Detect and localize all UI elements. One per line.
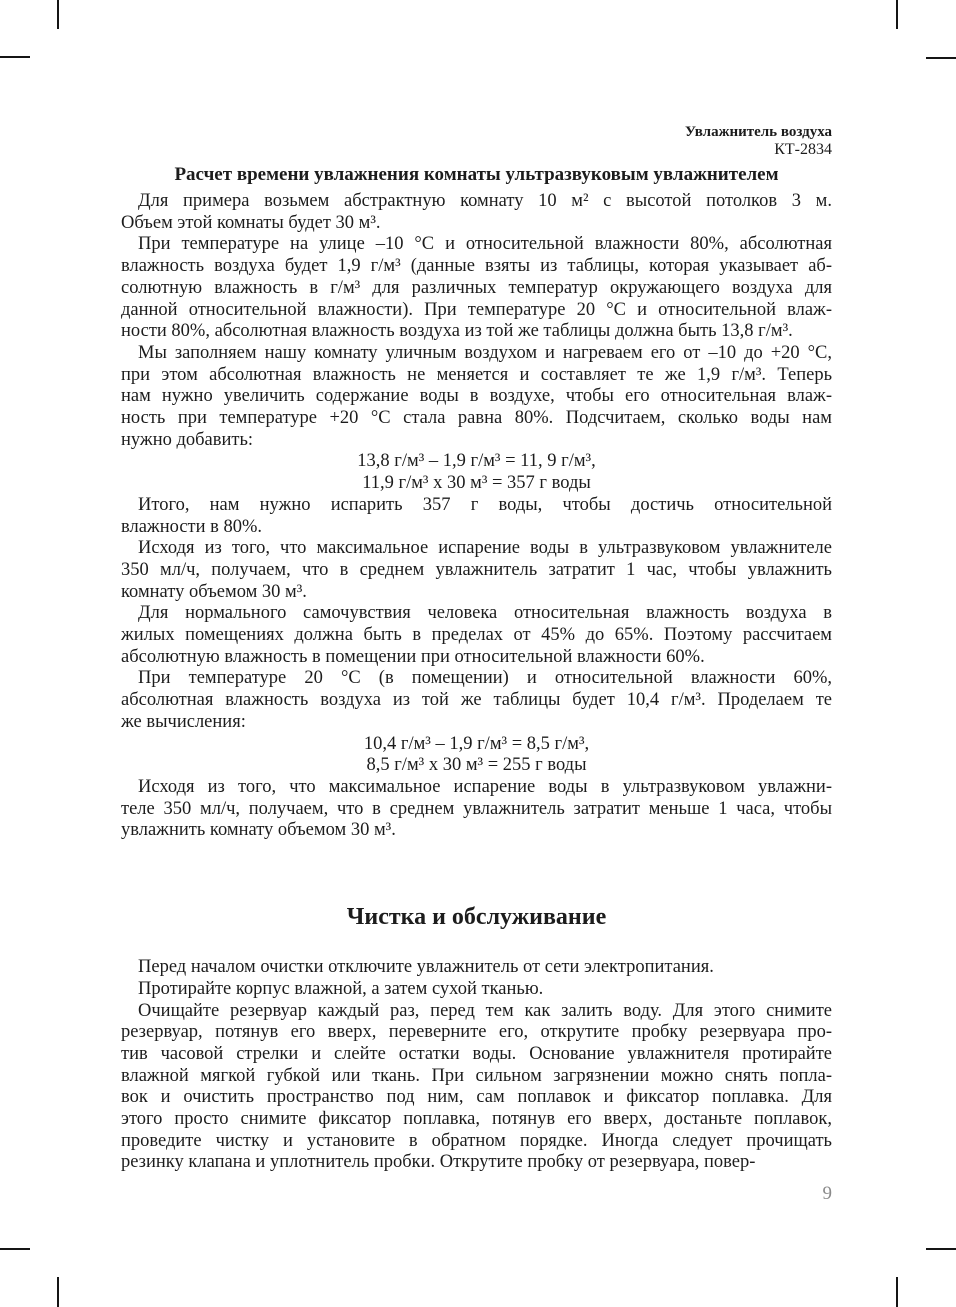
paragraph [121, 668, 832, 733]
paragraph-line: При температуре на улице –10 °С и относительной влажности 80%, абсолютная [138, 234, 832, 255]
paragraph-line: влажности в 80%. [121, 516, 263, 537]
paragraph-line: 350 мл/ч, получаем, что в среднем увлажнитель затратит 1 час, чтобы увлажнить [121, 559, 832, 580]
paragraph-line: влажность воздуха будет 1,9 г/м³ (данные взяты из таблицы, которая указывает аб- [121, 256, 832, 277]
paragraph-line: Для нормального самочувствия человека относительная влажность воздуха в [138, 603, 832, 624]
doc-header [121, 123, 832, 159]
paragraph-line: При температуре 20 °С (в помещении) и относительной влажности 60%, [138, 668, 832, 689]
paragraph-line: этого просто снимите фиксатор поплавка, потянув его вверх, достаньте поплавок, [121, 1109, 832, 1130]
page-number: 9 [822, 1183, 832, 1204]
product-name: Увлажнитель воздуха [684, 124, 832, 140]
formula-block [121, 734, 832, 777]
paragraph [121, 495, 832, 538]
paragraph-line: тив часовой стрелки и слейте остатки воды. Основание увлажнителя протирайте [121, 1043, 832, 1064]
formula-line: 10,4 г/м³ – 1,9 г/м³ = 8,5 г/м³, [363, 733, 590, 754]
paragraph [121, 191, 832, 234]
paragraph-line: Перед началом очистки отключите увлажнитель от сети электропитания. [138, 957, 714, 978]
paragraph-line: Исходя из того, что максимальное испарение воды в ультразвуковом увлажнителе [138, 538, 832, 559]
paragraph [121, 603, 832, 668]
paragraph-line: данной относительной влажности). При температуре 20 °С и относительной влаж- [121, 299, 832, 320]
paragraph-line: Для примера возьмем абстрактную комнату 10 м² с высотой потолков 3 м. [138, 191, 832, 211]
crop-mark-bottom-left-vertical [57, 1277, 59, 1307]
maintenance-section-title: Чистка и обслуживание [346, 904, 607, 931]
paragraph [121, 538, 832, 603]
paragraph [121, 234, 832, 343]
paragraph-line: Мы заполняем нашу комнату уличным воздухом и нагреваем его от –10 до +20 °С, [138, 342, 832, 363]
paragraph-line: проведите чистку и установите в обратном порядке. Иногда следует прочищать [121, 1130, 832, 1151]
paragraph [121, 343, 832, 452]
paragraph-line: увлажнить комнату объемом 30 м³. [121, 820, 396, 841]
paragraph-line: теле 350 мл/ч, получаем, что в среднем увлажнитель затратит меньше 1 часа, чтобы [121, 798, 832, 819]
paragraph-line: Очищайте резервуар каждый раз, перед тем как залить воду. Для этого снимите [138, 1000, 832, 1021]
paragraph-line: нужно добавить: [121, 429, 254, 450]
paragraph-line: жилых помещениях должна быть в пределах от 45% до 65%. Поэтому рассчитаем [121, 625, 832, 646]
calc-section-title: Расчет времени увлажнения комнаты ультразвуковым увлажнителем [174, 164, 779, 185]
paragraph-line: влажной мягкой губкой или ткань. При сильном загрязнении можно снять попла- [121, 1065, 832, 1086]
formula-line: 11,9 г/м³ х 30 м³ = 357 г воды [362, 473, 591, 494]
paragraph-line: при этом абсолютная влажность не меняется и составляет те же 1,9 г/м³. Теперь [121, 364, 832, 385]
formula-line: 13,8 г/м³ – 1,9 г/м³ = 11, 9 г/м³, [357, 451, 596, 472]
paragraph-line: Итого, нам нужно испарить 357 г воды, чтобы достичь относительной [138, 494, 832, 515]
paragraph-line: Протирайте корпус влажной, а затем сухой тканью. [138, 978, 544, 999]
paragraph-line: ности 80%, абсолютная влажность воздуха из той же таблицы должна быть 13,8 г/м³. [121, 321, 793, 342]
paragraph-line: комнату объемом 30 м³. [121, 581, 307, 602]
crop-mark-top-left-horizontal [0, 56, 30, 58]
paragraph-line: абсолютную влажность в помещении при относительной влажности 60%. [121, 646, 705, 667]
paragraph-line: Объем этой комнаты будет 30 м³. [121, 212, 381, 233]
crop-mark-bottom-right-horizontal [926, 1248, 956, 1250]
formula-line: 8,5 г/м³ х 30 м³ = 255 г воды [366, 755, 587, 776]
crop-mark-bottom-left-horizontal [0, 1248, 30, 1250]
paragraph-line: нам нужно увеличить содержание воды в воздухе, чтобы его относительная влаж- [121, 386, 832, 407]
crop-mark-bottom-right-vertical [896, 1277, 898, 1307]
paragraph [121, 979, 832, 1001]
paragraph-line: солютную влажность в г/м³ для различных температур окружающего воздуха для [121, 277, 832, 298]
paragraph [121, 1001, 832, 1175]
crop-mark-top-right-horizontal [926, 57, 956, 59]
formula-block [121, 451, 832, 494]
paragraph-line: ность при температуре +20 °С стала равна 80%. Подсчитаем, сколько воды нам [121, 408, 832, 429]
crop-mark-top-left-vertical [57, 0, 59, 29]
paragraph-line: Исходя из того, что максимальное испарение воды в ультразвуковом увлажни- [138, 776, 832, 797]
crop-mark-top-right-vertical [896, 0, 898, 29]
document-body [121, 162, 832, 1174]
paragraph-line: вок и очистить пространство под ним, сам поплавок и фиксатор поплавка. Для [121, 1087, 832, 1108]
paragraph-line: же вычисления: [121, 711, 246, 732]
model-number: КТ-2834 [774, 141, 832, 158]
paragraph [121, 777, 832, 842]
paragraph [121, 957, 832, 979]
paragraph-line: резинку клапана и уплотнитель пробки. Открутите пробку от резервуара, повер- [121, 1152, 756, 1173]
paragraph-line: абсолютная влажность воздуха из той же таблицы будет 10,4 г/м³. Проделаем те [121, 690, 832, 711]
paragraph-line: резервуар, потянув его вверх, переверните его, открутите пробку резервуара про- [121, 1022, 832, 1043]
